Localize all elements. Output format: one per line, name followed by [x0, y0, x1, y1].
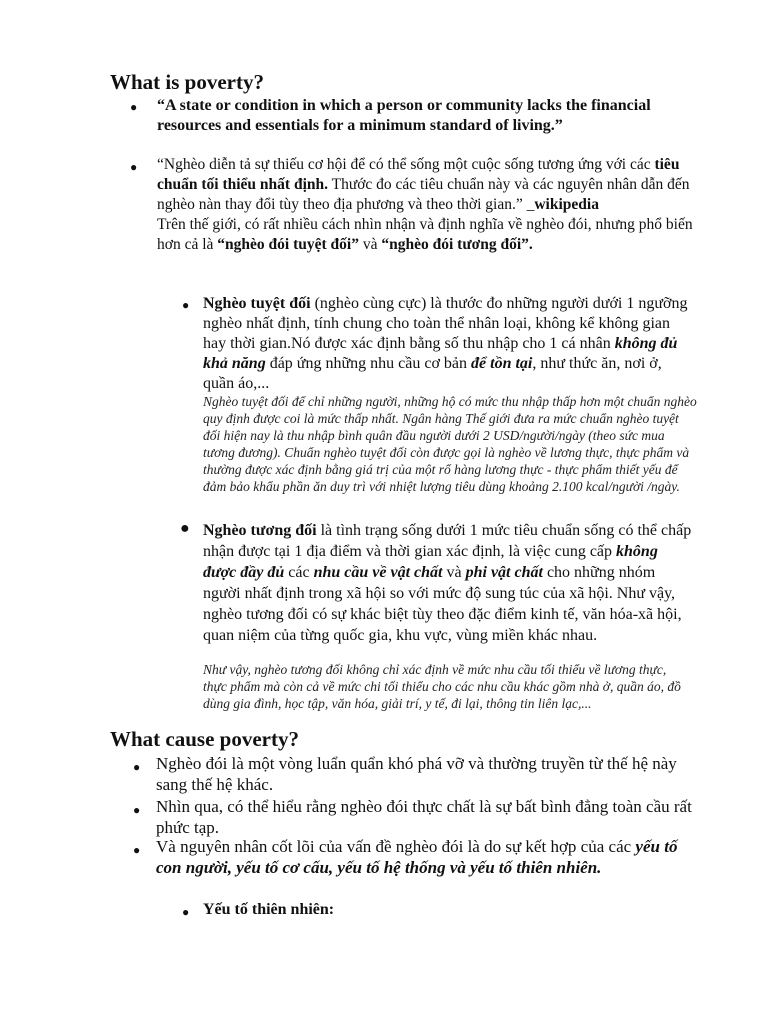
- cause-bullet-1: Nghèo đói là một vòng luẩn quẩn khó phá vỡ và thường truyền từ thế hệ này sang thế hệ khác.: [156, 754, 677, 794]
- relative-poverty-definition: Nghèo tương đối là tình trạng sống dưới 1 mức tiêu chuẩn sống có thể chấp nhận được tại 1 địa điểm và thời gian xác định, là việc cung cấp không được đầy đủ các nhu cầu về vật chất và phi vật chất cho những nhóm người nhất định trong xã hội so với mức độ sung túc của xã hội. Như vậy, nghèo tương đối có sự khác biệt tùy theo đặc điểm kinh tế, văn hóa-xã hội, quan niệm của từng quốc gia, khu vực, vùng miền khác nhau.: [203, 522, 692, 644]
- relative-poverty-note: Như vậy, nghèo tương đối không chỉ xác định về mức nhu cầu tối thiểu về lương thực, thực phẩm mà còn cả về mức chi tối thiểu cho các nhu cầu khác gồm nhà ở, quần áo, đồ dùng gia đình, học tập, văn hóa, giải trí, y tế, đi lại, thông tin liên lạc,...: [203, 662, 681, 711]
- cause-bullet-2: Nhìn qua, có thể hiểu rằng nghèo đói thực chất là sự bất bình đẳng toàn cầu rất phức tạp.: [156, 797, 692, 837]
- heading-what-cause-poverty: What cause poverty?: [110, 727, 299, 751]
- bullet-icon: ●: [182, 298, 190, 312]
- bullet-icon: ●: [182, 905, 190, 919]
- bullet-icon: ●: [130, 100, 138, 114]
- absolute-poverty-note: Nghèo tuyệt đối để chỉ những người, những hộ có mức thu nhập thấp hơn một chuẩn nghèo quy định được coi là mức thấp nhất. Ngân hàng Thế giới đưa ra mức chuẩn nghèo tuyệt đối hiện nay là thu nhập bình quân đầu người dưới 2 USD/người/ngày (theo sức mua tương đương). Chuẩn nghèo tuyệt đối còn được gọi là nghèo về lương thực, thực phẩm và thường được xác định bằng giá trị của một rổ hàng lương thực - thực phẩm thiết yếu để đảm bảo khẩu phần ăn duy trì với nhiệt lượng tiêu dùng khoảng 2.100 kcal/người /ngày.: [203, 394, 697, 494]
- bullet-icon: ●: [133, 760, 141, 774]
- definition-en: “A state or condition in which a person or community lacks the financial resources and essentials for a minimum standard of living.”: [157, 97, 651, 134]
- bullet-icon: ●: [130, 160, 138, 174]
- absolute-poverty-definition: Nghèo tuyệt đối (nghèo cùng cực) là thước đo những người dưới 1 ngưỡng nghèo nhất định, tính chung cho toàn thể nhân loại, không kể không gian hay thời gian.Nó được xác định bằng số thu nhập cho 1 cá nhân không đủ khả năng đáp ứng những nhu cầu cơ bản để tồn tại, như thức ăn, nơi ở, quần áo,...: [203, 295, 688, 392]
- wikipedia-definition: “Nghèo diễn tả sự thiếu cơ hội để có thể sống một cuộc sống tương ứng với các tiêu chuẩn tối thiểu nhất định. Thước đo các tiêu chuẩn này và các nguyên nhân dẫn đến nghèo nàn thay đổi tùy theo địa phương và theo thời gian.” _wikipedia Trên thế giới, có rất nhiều cách nhìn nhận và định nghĩa về nghèo đói, nhưng phổ biến hơn cả là “nghèo đói tuyệt đối” và “nghèo đói tương đối”.: [157, 156, 693, 253]
- bullet-icon: ●: [133, 803, 141, 817]
- cause-bullet-3: Và nguyên nhân cốt lõi của vấn đề nghèo đói là do sự kết hợp của các yếu tố con người, yếu tố cơ cấu, yếu tố hệ thống và yếu tố thiên nhiên.: [156, 837, 678, 877]
- bullet-icon: ●: [133, 843, 141, 857]
- heading-what-is-poverty: What is poverty?: [110, 70, 264, 94]
- sub-natural-factors: Yếu tố thiên nhiên:: [203, 901, 335, 918]
- bullet-icon: ●: [180, 520, 190, 537]
